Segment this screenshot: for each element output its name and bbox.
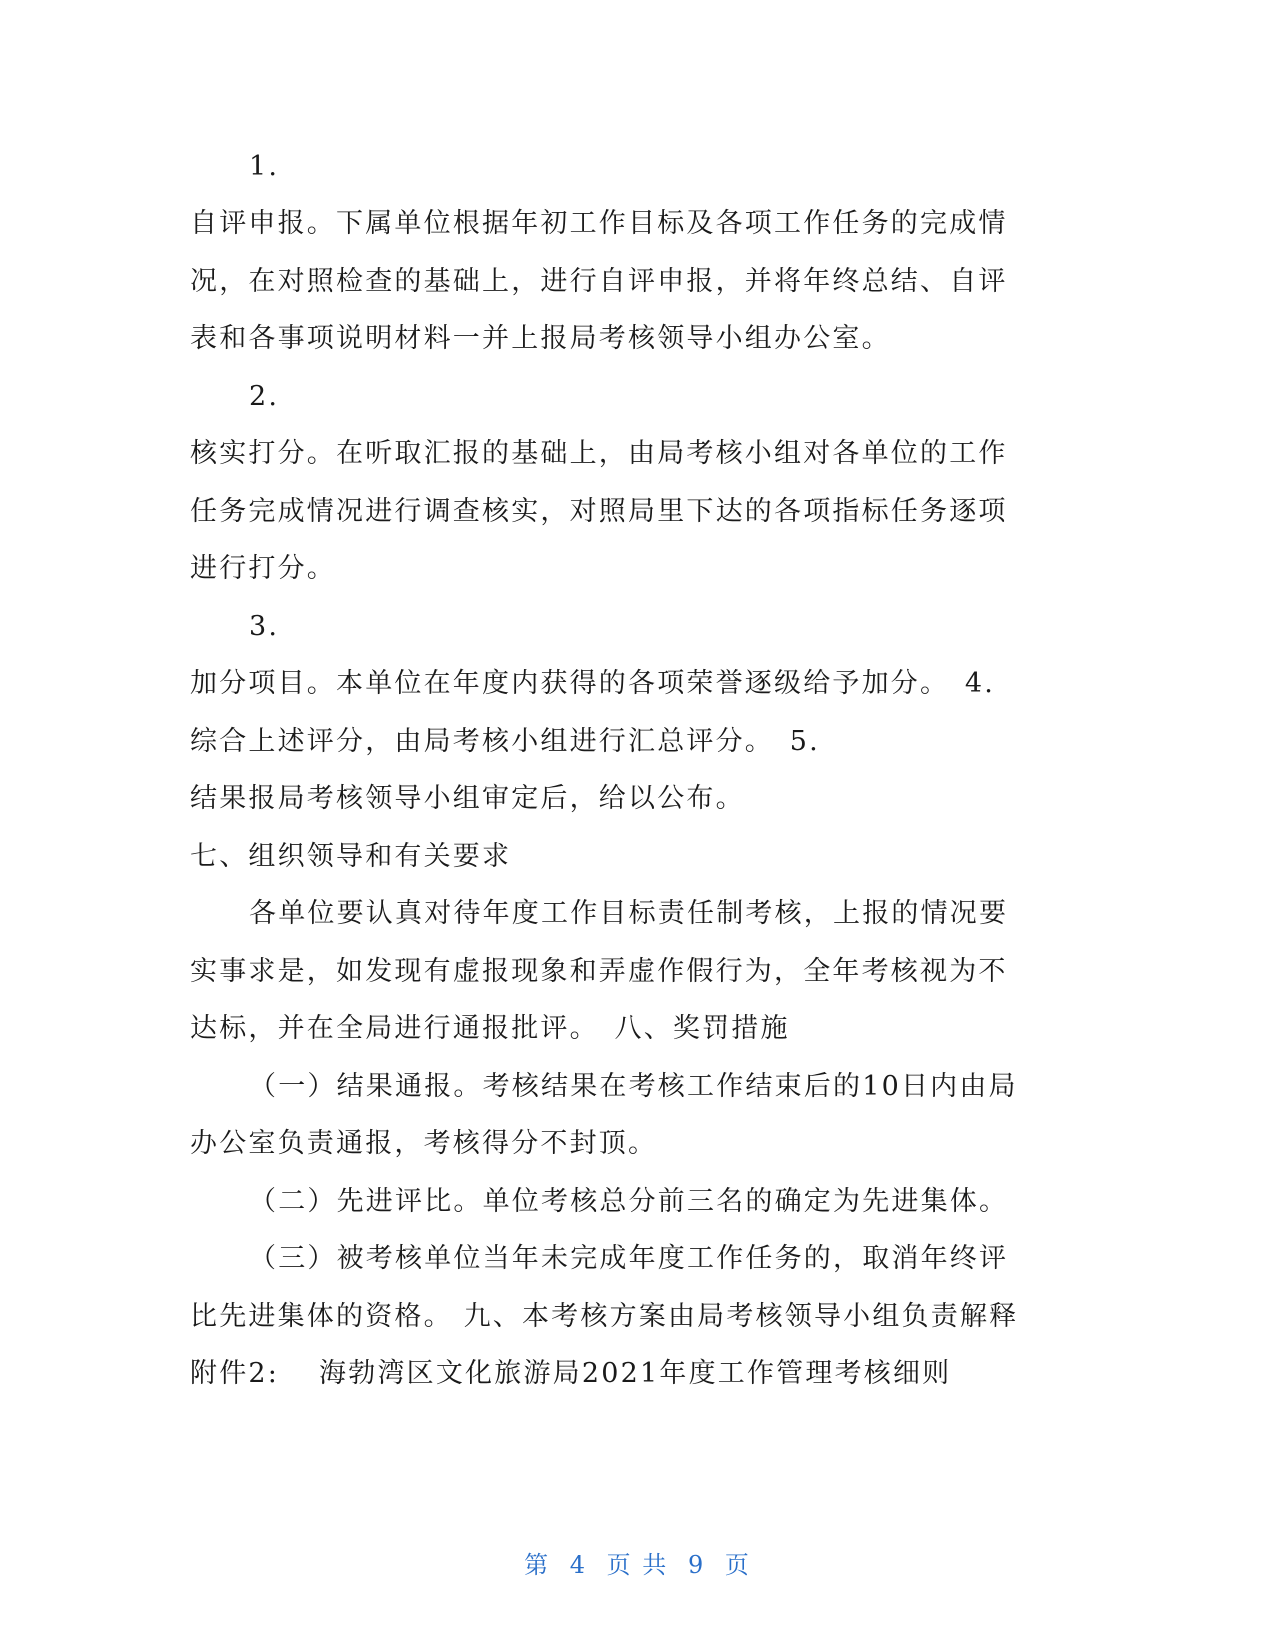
paragraph-line: 结果报局考核领导小组审定后，给以公布。 bbox=[190, 783, 745, 814]
page-footer bbox=[0, 1545, 1275, 1580]
paragraph-line: 任务完成情况进行调查核实，对照局里下达的各项指标任务逐项 bbox=[190, 496, 1008, 527]
paragraph-line: 各单位要认真对待年度工作目标责任制考核，上报的情况要 bbox=[249, 898, 1009, 929]
attachment-line: 附件2: 海勃湾区文化旅游局2021年度工作管理考核细则 bbox=[190, 1358, 952, 1389]
paragraph-line: 核实打分。在听取汇报的基础上，由局考核小组对各单位的工作 bbox=[190, 438, 1008, 469]
footer-page-number: 4 bbox=[569, 1551, 588, 1579]
list-number-2: 2. bbox=[249, 381, 280, 412]
paragraph-line: （一）结果通报。考核结果在考核工作结束后的10日内由局 bbox=[249, 1071, 1018, 1102]
footer-total-pages: 9 bbox=[687, 1551, 706, 1579]
paragraph-line: 进行打分。 bbox=[190, 553, 336, 584]
section-heading: 七、组织领导和有关要求 bbox=[190, 841, 512, 872]
paragraph-line: 加分项目。本单位在年度内获得的各项荣誉逐级给予加分。 4. bbox=[190, 668, 996, 699]
paragraph-line: 达标，并在全局进行通报批评。 八、奖罚措施 bbox=[190, 1013, 790, 1044]
list-number-1: 1. bbox=[249, 151, 280, 182]
paragraph-line: （三）被考核单位当年未完成年度工作任务的，取消年终评 bbox=[249, 1243, 1009, 1274]
paragraph-line: （二）先进评比。单位考核总分前三名的确定为先进集体。 bbox=[249, 1186, 1009, 1217]
paragraph-line: 办公室负责通报，考核得分不封顶。 bbox=[190, 1128, 658, 1159]
list-number-3: 3. bbox=[249, 611, 280, 642]
paragraph-line: 表和各事项说明材料一并上报局考核领导小组办公室。 bbox=[190, 323, 891, 354]
paragraph-line: 综合上述评分，由局考核小组进行汇总评分。 5. bbox=[190, 726, 820, 757]
footer-prefix: 第 bbox=[524, 1551, 551, 1579]
footer-middle: 页 共 bbox=[606, 1551, 669, 1579]
footer-suffix: 页 bbox=[724, 1551, 751, 1579]
paragraph-line: 实事求是，如发现有虚报现象和弄虚作假行为，全年考核视为不 bbox=[190, 956, 1008, 987]
paragraph-line: 况，在对照检查的基础上，进行自评申报，并将年终总结、自评 bbox=[190, 266, 1008, 297]
paragraph-line: 比先进集体的资格。 九、本考核方案由局考核领导小组负责解释 bbox=[190, 1301, 1019, 1332]
paragraph-line: 自评申报。下属单位根据年初工作目标及各项工作任务的完成情 bbox=[190, 208, 1008, 239]
